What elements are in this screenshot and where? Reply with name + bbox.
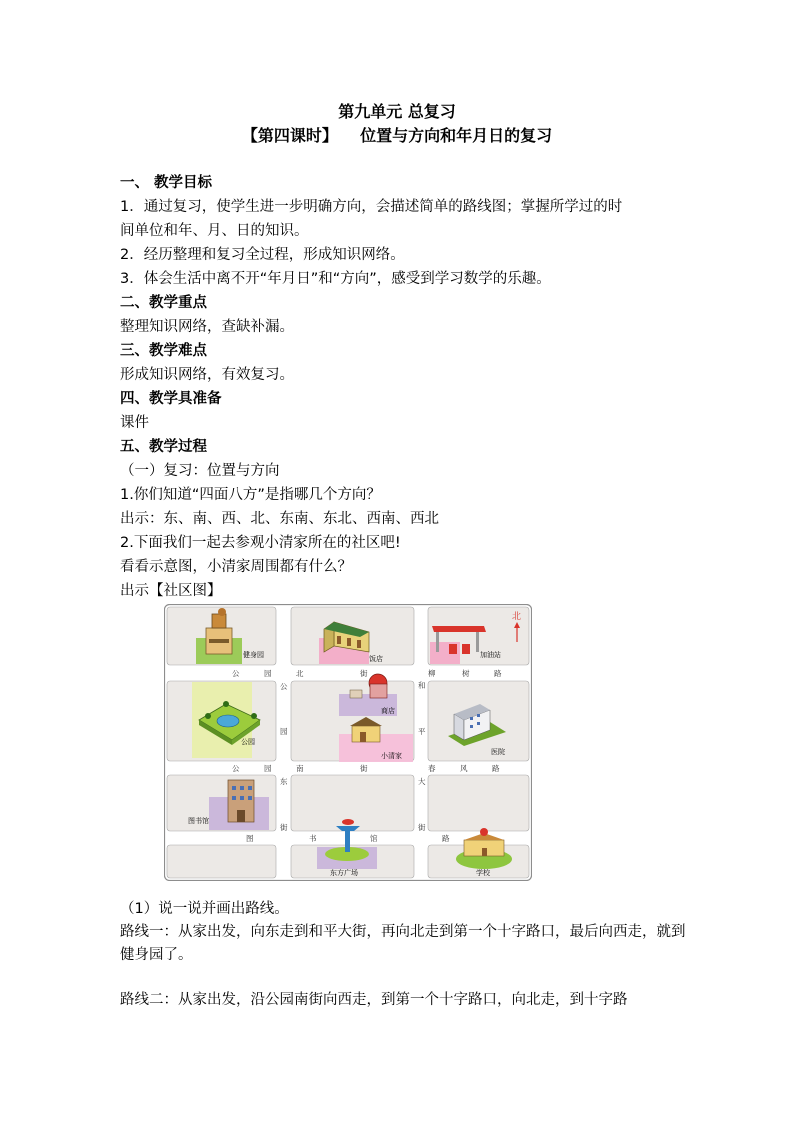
road-label: 路 [494,669,502,678]
road-label: 街 [418,823,426,832]
road-label: 东 [280,777,288,786]
plaza-label: 东方广场 [330,869,358,877]
road-label: 路 [492,764,500,773]
section-text: 课件 [120,415,149,431]
road-label: 和 [418,681,426,690]
park-label: 公园 [241,738,255,746]
road-label: 街 [280,823,288,832]
section-text: 整理知识网络，查缺补漏。 [120,319,294,335]
process-line: 看看示意图，小清家周围都有什么？ [120,559,352,575]
community-map [164,604,532,881]
road-label: 春 [428,764,436,773]
route-line: 路线一：从家出发，向东走到和平大街，再向北走到第一个十字路口，最后向西走，就到 [120,924,686,940]
road-label: 园 [264,764,272,773]
restaurant-label: 饭店 [369,655,383,663]
road-label: 风 [460,764,468,773]
road-label: 公 [280,682,288,691]
section-heading-keypoints: 二、教学重点 [120,294,207,311]
road-label: 公 [232,669,240,678]
section-heading-process: 五、教学过程 [120,438,207,455]
process-line: 1.你们知道“四面八方”是指哪几个方向？ [120,487,381,503]
route-line: 路线二：从家出发，沿公园南街向西走，到第一个十字路口，向北走，到十字路 [120,992,628,1008]
objective-line: 3．体会生活中离不开“年月日”和“方向”，感受到学习数学的乐趣。 [120,271,551,287]
road-label: 园 [264,669,272,678]
svg-text:北: 北 [512,612,522,622]
process-line: 出示【社区图】 [120,583,222,599]
school-label: 学校 [476,869,490,877]
lesson-title: 【第四课时】 位置与方向和年月日的复习 [241,126,553,145]
route-line: 健身园了。 [120,947,193,963]
road-label: 公 [232,764,240,773]
question-line: （1）说一说并画出路线。 [120,901,289,917]
objective-line: 2．经历整理和复习全过程，形成知识网络。 [120,247,405,263]
gas-station-label: 加油站 [480,651,501,659]
library-label: 图书馆 [188,817,209,825]
road-label: 南 [296,764,304,773]
unit-title: 第九单元 总复习 [338,102,456,121]
process-line: 2.下面我们一起去参观小清家所在的社区吧! [120,535,401,551]
road-label: 平 [418,727,426,736]
process-line: （一）复习：位置与方向 [120,463,280,479]
road-label: 柳 [428,669,436,678]
road-label: 北 [296,669,304,678]
gym-label: 健身园 [243,651,264,659]
road-label: 街 [360,764,368,773]
road-label: 图 [246,834,254,843]
road-label: 馆 [370,834,378,843]
road-label: 树 [462,669,470,678]
road-label: 园 [280,727,288,736]
section-heading-difficulties: 三、教学难点 [120,342,207,359]
road-label: 街 [360,669,368,678]
objective-line: 1．通过复习，使学生进一步明确方向，会描述简单的路线图；掌握所学过的时 [120,199,623,215]
road-label: 书 [309,834,317,843]
objective-line: 间单位和年、月、日的知识。 [120,223,309,239]
section-heading-materials: 四、教学具准备 [120,390,222,407]
home-label: 小清家 [381,752,402,760]
process-line: 出示：东、南、西、北、东南、东北、西南、西北 [120,511,439,527]
section-heading-objectives: 一、 教学目标 [120,174,213,191]
road-label: 大 [418,777,426,786]
hospital-label: 医院 [491,748,505,756]
road-label: 路 [442,834,450,843]
section-text: 形成知识网络，有效复习。 [120,367,294,383]
shop-label: 商店 [381,707,395,715]
park-icon [192,682,260,758]
